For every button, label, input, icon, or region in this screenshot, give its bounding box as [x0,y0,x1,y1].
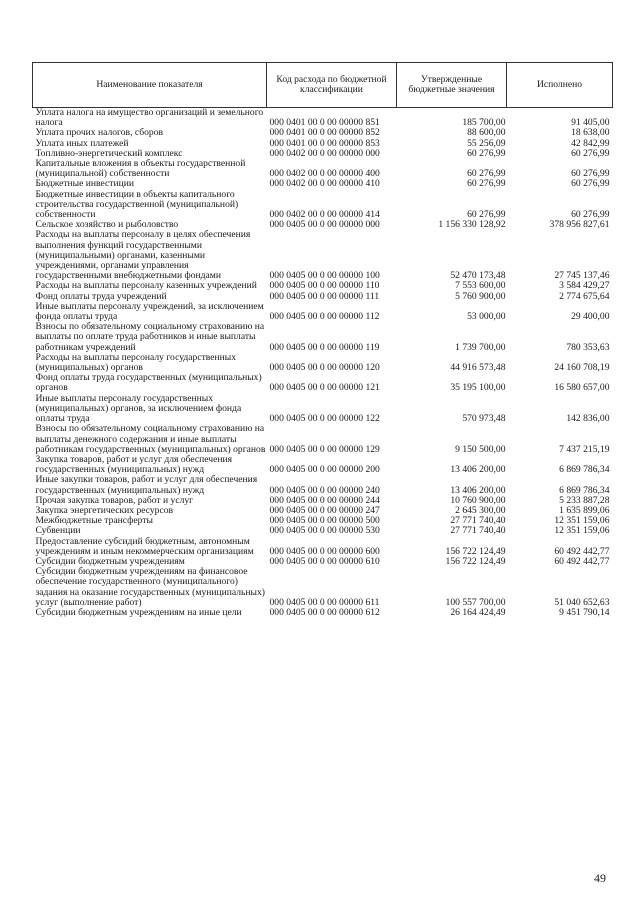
row-code: 000 0405 00 0 00 00000 119 [269,341,380,353]
row-name: Иные выплаты персоналу государственных (муниципальных) органов, за исключением фонда оплаты труда [35,392,242,425]
row-code: 000 0405 00 0 00 00000 611 [269,596,380,608]
row-executed: 27 745 137,46 [554,270,610,282]
row-name: Предоставление субсидий бюджетным, автономным учреждениям и иным некоммерческим организациям [35,535,254,557]
table-row [33,475,613,495]
row-code: 000 0405 00 0 00 00000 240 [269,484,380,496]
table-row [33,373,613,393]
row-code: 000 0405 00 0 00 00000 100 [269,270,380,282]
row-code: 000 0405 00 0 00 00000 122 [269,413,380,425]
row-code: 000 0405 00 0 00 00000 000 [269,219,380,231]
row-name: Сельское хозяйство и рыболовство [35,219,179,231]
table-body [33,108,613,619]
row-executed: 16 580 657,00 [554,382,610,394]
row-executed: 780 353,63 [566,341,610,353]
row-name: Бюджетные инвестиции [35,178,134,190]
row-executed: 5 233 887,28 [559,494,610,506]
row-approved: 60 276,99 [467,168,506,180]
row-executed: 60 492 442,77 [554,545,610,557]
header-name: Наименование показателя [33,63,267,108]
row-approved: 1 739 700,00 [455,341,506,353]
row-name: Бюджетные инвестиции в объекты капитального строительства государственной (муниципальной) собственности [35,188,239,221]
row-executed: 51 040 652,63 [554,596,610,608]
row-code: 000 0405 00 0 00 00000 112 [269,311,380,323]
row-approved: 13 406 200,00 [450,484,506,496]
row-executed: 12 351 159,06 [554,525,610,537]
row-name: Уплата иных платежей [35,137,129,149]
row-approved: 60 276,99 [467,209,506,221]
row-code: 000 0405 00 0 00 00000 120 [269,362,380,374]
row-executed: 91 405,00 [571,117,610,129]
row-code: 000 0402 00 0 00 00000 410 [269,178,380,190]
row-approved: 156 722 124,49 [445,555,506,567]
header-approved: Утвержденные бюджетные значения [397,63,507,108]
row-approved: 60 276,99 [467,178,506,190]
row-executed: 7 437 215,19 [559,443,610,455]
table-row [33,537,613,557]
row-name: Прочая закупка товаров, работ и услуг [35,494,194,506]
row-approved: 13 406 200,00 [450,464,506,476]
row-executed: 42 842,99 [571,137,610,149]
row-code: 000 0401 00 0 00 00000 853 [269,137,380,149]
row-name: Расходы на выплаты персоналу казенных учреждений [35,280,257,292]
row-code: 000 0401 00 0 00 00000 851 [269,117,380,129]
row-executed: 60 276,99 [571,209,610,221]
row-code: 000 0405 00 0 00 00000 111 [269,290,380,302]
row-executed: 1 635 899,06 [559,504,610,516]
row-name: Капитальные вложения в объекты государственной (муниципальной) собственности [35,158,246,180]
row-approved: 88 600,00 [467,127,506,139]
row-approved: 1 156 330 128,92 [438,219,506,231]
row-approved: 53 000,00 [467,311,506,323]
row-approved: 2 645 300,00 [455,504,506,516]
page-number: 49 [594,871,606,885]
row-executed: 18 638,00 [571,127,610,139]
row-executed: 142 836,00 [566,413,610,425]
row-executed: 60 276,99 [571,147,610,159]
row-name: Субсидии бюджетным учреждениям на иные цели [35,606,242,618]
row-name: Уплата налога на имущество организаций и земельного налога [35,107,264,129]
row-name: Взносы по обязательному социальному страхованию на выплаты по оплате труда работников и иные выплаты работникам учреждений [35,321,265,353]
row-approved: 55 256,09 [467,137,506,149]
row-code: 000 0405 00 0 00 00000 129 [269,443,380,455]
row-name: Субвенции [35,525,81,537]
row-approved: 185 700,00 [462,117,506,129]
row-approved: 10 760 900,00 [450,494,506,506]
row-code: 000 0405 00 0 00 00000 500 [269,515,380,527]
row-name: Взносы по обязательному социальному страхованию на выплаты денежного содержания и иные выплаты работникам государственных (муниципальных) органов [35,423,266,455]
table-row [33,424,613,455]
table-row [33,608,613,618]
row-name: Иные закупки товаров, работ и услуг для обеспечения государственных (муниципальных) нужд [35,474,258,496]
row-name: Межбюджетные трансферты [35,515,153,527]
row-approved: 156 722 124,49 [445,545,506,557]
row-code: 000 0405 00 0 00 00000 610 [269,555,380,567]
row-name: Фонд оплаты труда государственных (муниципальных) органов [35,372,262,394]
row-approved: 26 164 424,49 [450,606,506,618]
row-executed: 60 492 442,77 [554,555,610,567]
row-approved: 100 557 700,00 [445,596,506,608]
row-name: Расходы на выплаты персоналу в целях обеспечения выполнения функций государственными (муниципальными) органами, казенными учреждениями, органами управления государственными внебюджетными фондами [35,229,251,282]
row-executed: 6 869 786,34 [559,484,610,496]
row-approved: 5 760 900,00 [455,290,506,302]
row-executed: 378 956 827,61 [549,219,610,231]
row-executed: 9 451 790,14 [559,606,610,618]
row-name: Фонд оплаты труда учреждений [35,290,167,302]
row-code: 000 0405 00 0 00 00000 200 [269,464,380,476]
row-name: Расходы на выплаты персоналу государственных (муниципальных) органов [35,351,237,374]
row-approved: 9 150 500,00 [455,443,506,455]
row-executed: 6 869 786,34 [559,464,610,476]
row-approved: 7 553 600,00 [455,280,506,292]
row-code: 000 0405 00 0 00 00000 612 [269,606,380,618]
row-code: 000 0405 00 0 00 00000 530 [269,525,380,537]
table-row [33,230,613,281]
table-row [33,455,613,475]
row-approved: 27 771 740,40 [450,525,506,537]
row-approved: 52 470 173,48 [450,270,506,282]
row-executed: 2 774 675,64 [559,290,610,302]
row-executed: 12 351 159,06 [554,515,610,527]
table-row [33,526,613,536]
row-name: Топливно-энергетический комплекс [35,147,183,159]
row-code: 000 0405 00 0 00 00000 600 [269,545,380,557]
row-name: Закупка энергетических ресурсов [35,504,174,516]
row-approved: 60 276,99 [467,147,506,159]
row-code: 000 0405 00 0 00 00000 244 [269,494,380,506]
row-name: Закупка товаров, работ и услуг для обеспечения государственных (муниципальных) нужд [35,453,233,476]
row-executed: 29 400,00 [571,311,610,323]
row-approved: 35 195 100,00 [450,382,506,394]
row-code: 000 0401 00 0 00 00000 852 [269,127,380,139]
row-name: Иные выплаты персоналу учреждений, за исключением фонда оплаты труда [35,300,264,323]
row-code: 000 0402 00 0 00 00000 000 [269,147,380,159]
table-row [33,302,613,322]
table-row [33,353,613,373]
row-name: Субсидии бюджетным учреждениям [35,555,185,567]
row-code: 000 0405 00 0 00 00000 121 [269,382,380,394]
row-code: 000 0402 00 0 00 00000 414 [269,209,380,221]
row-name: Субсидии бюджетным учреждениям на финансовое обеспечение государственного (муниципального) задания на оказание государственных (муниципальных) услуг (выполнение работ) [35,566,265,608]
row-approved: 570 973,48 [462,413,506,425]
row-code: 000 0405 00 0 00 00000 247 [269,504,380,516]
row-code: 000 0405 00 0 00 00000 110 [269,280,380,292]
row-code: 000 0402 00 0 00 00000 400 [269,168,380,180]
table-row [33,394,613,425]
row-executed: 60 276,99 [571,168,610,180]
header-code: Код расхода по бюджетной классификации [267,63,397,108]
table-row [33,567,613,608]
table-header-row [33,63,613,108]
table-row [33,108,613,129]
table-row [33,159,613,179]
row-approved: 27 771 740,40 [450,515,506,527]
row-name: Уплата прочих налогов, сборов [35,127,164,139]
row-approved: 44 916 573,48 [450,362,506,374]
budget-execution-table [32,62,613,618]
row-executed: 60 276,99 [571,178,610,190]
header-executed: Исполнено [507,63,613,108]
table-row [33,190,613,221]
row-executed: 24 160 708,19 [554,362,610,374]
table-row [33,322,613,353]
row-executed: 3 584 429,27 [559,280,610,292]
